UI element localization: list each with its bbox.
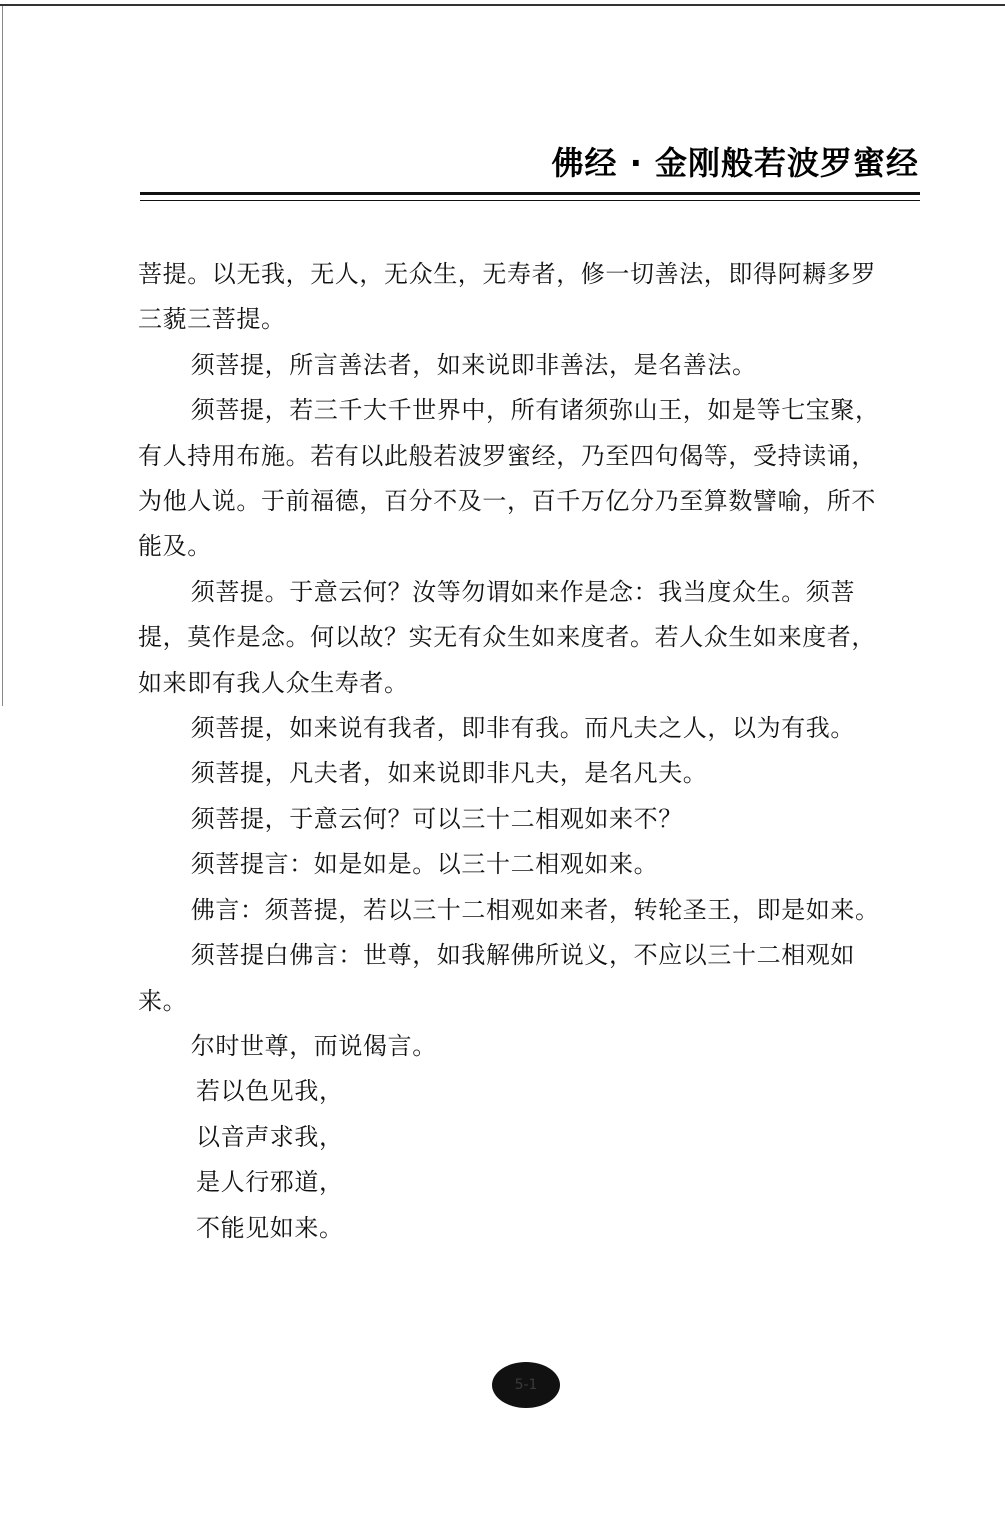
header-rule-thin [140,200,920,201]
verse-line: 若以色见我， [196,1077,344,1106]
paragraph: 须菩提，于意云何？可以三十二相观如来不？ [190,804,683,833]
paragraph: 须菩提，如来说有我者，即非有我。而凡夫之人，以为有我。 [190,714,855,743]
verse-line: 是人行邪道， [196,1168,344,1197]
running-header: 佛经 · 金刚般若波罗蜜经 [551,144,919,182]
paragraph: 须菩提。于意云何？汝等勿谓如来作是念：我当度众生。须菩提，莫作是念。何以故？实无有众生如来度者。若人众生如来度者，如来即有我人众生寿者。 [138,577,876,697]
paragraph: 尔时世尊，而说偈言。 [190,1031,437,1060]
verse-line: 不能见如来。 [196,1213,344,1242]
left-edge-line [2,6,3,706]
paragraph: 须菩提言：如是如是。以三十二相观如来。 [190,850,659,879]
page-number: 5-1 [492,1362,560,1408]
paragraph: 佛言：须菩提，若以三十二相观如来者，转轮圣王，即是如来。 [190,895,880,924]
paragraph-continued: 菩提。以无我，无人，无众生，无寿者，修一切善法，即得阿耨多罗三藐三菩提。 [138,260,876,334]
paragraph: 须菩提，凡夫者，如来说即非凡夫，是名凡夫。 [190,759,708,788]
paragraph: 须菩提，所言善法者，如来说即非善法，是名善法。 [190,350,757,379]
body-text [138,252,880,1251]
paragraph: 须菩提，若三千大千世界中，所有诸须弥山王，如是等七宝聚，有人持用布施。若有以此般若波罗蜜经，乃至四句偈等，受持读诵，为他人说。于前福德，百分不及一，百千万亿分乃至算数譬喻，所不能及。 [138,396,880,561]
header-rule-thick [140,192,920,195]
top-edge-rule [0,4,1005,6]
paragraph: 须菩提白佛言：世尊，如我解佛所说义，不应以三十二相观如来。 [138,941,855,1015]
verse-line: 以音声求我， [196,1122,344,1151]
